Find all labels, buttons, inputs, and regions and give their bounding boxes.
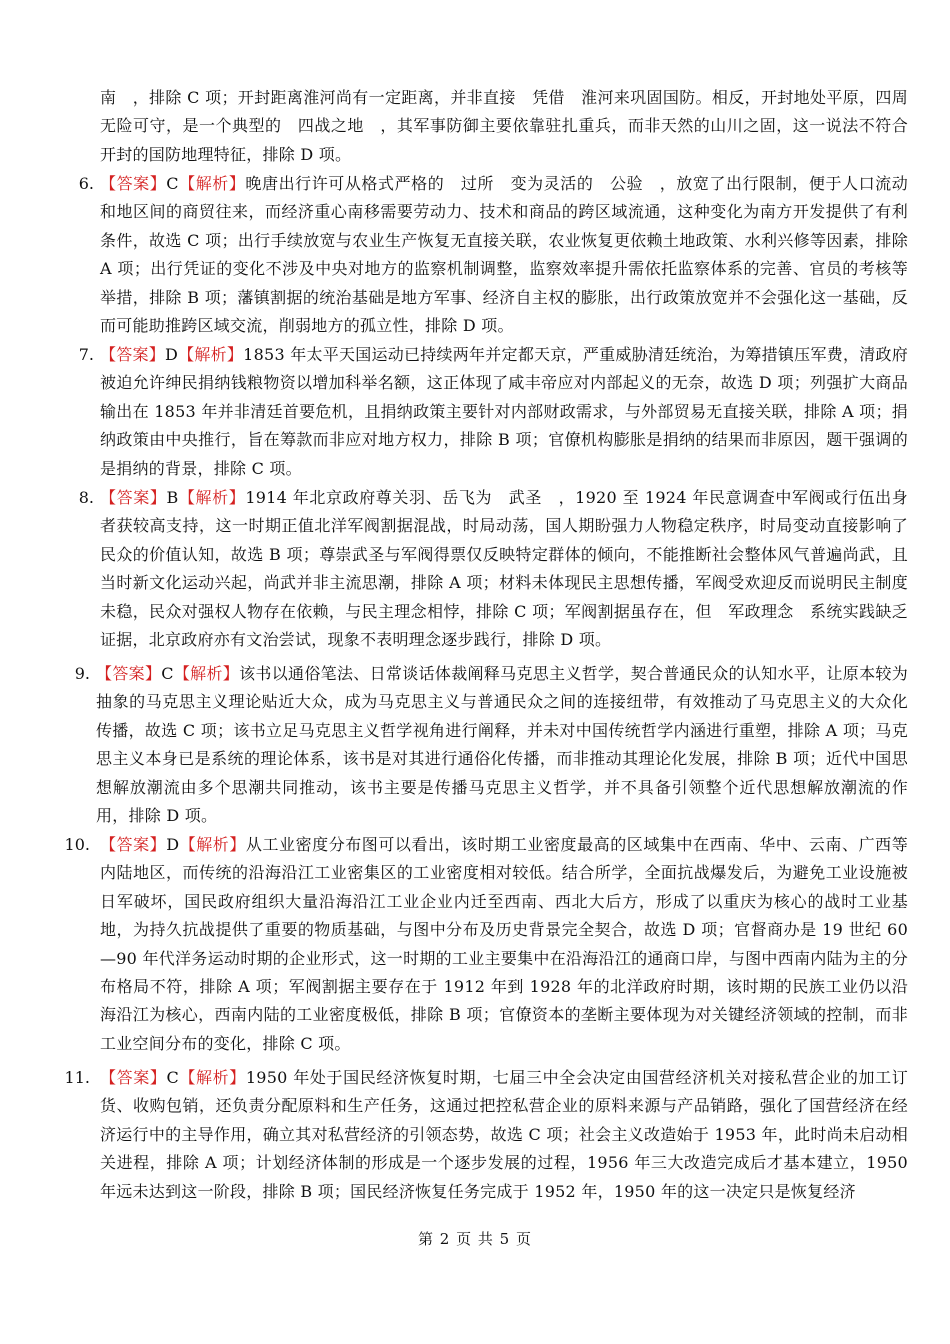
item-number: 6. bbox=[78, 174, 94, 193]
item-number: 8. bbox=[78, 488, 94, 507]
answer-letter: C bbox=[166, 1068, 179, 1087]
analysis-tag: 【解析】 bbox=[173, 664, 240, 683]
answer-letter: B bbox=[166, 488, 179, 507]
answer-letter: C bbox=[166, 174, 179, 193]
item-text: 1853 年太平天国运动已持续两年并定都天京，严重威胁清廷统治，为筹措镇压军费，清政府被迫允许绅民捐纳钱粮物资以增加科举名额，这正体现了咸丰帝应对内部起义的无奈，故选 D 项；列强扩大商品输出在 1853 年并非清廷首要危机，且捐纳政策主要针对内部财政需求，与外部贸易无直接关联，排除 A 项；捐纳政策由中央推行，旨在筹款而非应对地方权力，排除 B 项；官僚机构膨胀是捐纳的结果而非原因，题干强调的是捐纳的背景，排除 C 项。 bbox=[100, 345, 908, 478]
answer-tag: 【答案】 bbox=[96, 664, 162, 683]
answer-item-9 bbox=[96, 660, 908, 830]
answer-item-6 bbox=[100, 170, 908, 340]
item-number: 11. bbox=[64, 1068, 90, 1087]
analysis-tag: 【解析】 bbox=[178, 488, 246, 507]
analysis-tag: 【解析】 bbox=[178, 174, 246, 193]
analysis-tag: 【解析】 bbox=[179, 1068, 246, 1087]
answer-tag: 【答案】 bbox=[100, 174, 167, 193]
item-text: 该书以通俗笔法、日常谈话体裁阐释马克思主义哲学，契合普通民众的认知水平，让原本较为抽象的马克思主义理论贴近大众，成为马克思主义与普通民众之间的连接纽带，有效推动了马克思主义的大众化传播，故选 C 项；该书立足马克思主义哲学视角进行阐释，并未对中国传统哲学内涵进行重塑，排除 A 项；马克思主义本身已是系统的理论体系，该书是对其进行通俗化传播，而非推动其理论化发展，排除 B 项；近代中国思想解放潮流由多个思潮共同推动，该书主要是传播马克思主义哲学，并不具备引领整个近代思想解放潮流的作用，排除 D 项。 bbox=[96, 664, 908, 826]
answer-tag: 【答案】 bbox=[100, 1068, 167, 1087]
answer-item-11 bbox=[100, 1064, 908, 1206]
item-text: 晚唐出行许可从格式严格的 过所 变为灵活的 公验 ，放宽了出行限制，便于人口流动和地区间的商贸往来，而经济重心南移需要劳动力、技术和商品的跨区域流通，这种变化为南方开发提供了有利条件，故选 C 项；出行手续放宽与农业生产恢复无直接关联，农业恢复更依赖土地政策、水利兴修等因素，排除 A 项；出行凭证的变化不涉及中央对地方的监察机制调整，监察效率提升需依托监察体系的完善、官员的考核等举措，排除 B 项；藩镇割据的统治基础是地方军事、经济自主权的膨胀，出行政策放宽并不会强化这一基础，反而可能助推跨区域交流，削弱地方的孤立性，排除 D 项。 bbox=[100, 174, 908, 336]
item-number: 10. bbox=[64, 835, 90, 854]
item-text: 1914 年北京政府尊关羽、岳飞为 武圣 ，1920 至 1924 年民意调查中军阀或行伍出身者获较高支持，这一时期正值北洋军阀割据混战，时局动荡，国人期盼强力人物稳定秩序，时局变动直接影响了民众的价值认知，故选 B 项；尊崇武圣与军阀得票仅反映特定群体的倾向，不能推断社会整体风气普遍尚武，且当时新文化运动兴起，尚武并非主流思潮，排除 A 项；材料未体现民主思想传播，军阀受欢迎反而说明民主制度未稳，民众对强权人物存在依赖，与民主理念相悖，排除 C 项；军阀割据虽存在，但 军政理念 系统实践缺乏证据，北京政府亦有文治尝试，现象不表明理念逐步践行，排除 D 项。 bbox=[100, 488, 908, 650]
answer-item-8 bbox=[100, 484, 908, 654]
item-number: 9. bbox=[74, 664, 90, 683]
analysis-tag: 【解析】 bbox=[178, 345, 244, 364]
answer-item-7 bbox=[100, 341, 908, 483]
answer-tag: 【答案】 bbox=[100, 488, 167, 507]
page-number-footer: 第 2 页 共 5 页 bbox=[418, 1230, 532, 1248]
item-text: 从工业密度分布图可以看出，该时期工业密度最高的区域集中在西南、华中、云南、广西等内陆地区，而传统的沿海沿江工业密集区的工业密度相对较低。结合所学，全面抗战爆发后，为避免工业设施被日军破坏，国民政府组织大量沿海沿江工业企业内迁至西南、西北大后方，形成了以重庆为核心的战时工业基地，为持久抗战提供了重要的物质基础，与图中分布及历史背景完全契合，故选 D 项；官督商办是 19 世纪 60—90 年代洋务运动时期的企业形式，这一时期的工业主要集中在沿海沿江的通商口岸，与图中西南内陆为主的分布格局不符，排除 A 项；军阀割据主要存在于 1912 年到 1928 年的北洋政府时期，该时期的民族工业仍以沿海沿江为核心，西南内陆的工业密度极低，排除 B 项；官僚资本的垄断主要体现为对关键经济领域的控制，而非工业空间分布的变化，排除 C 项。 bbox=[100, 835, 908, 1053]
answer-tag: 【答案】 bbox=[100, 345, 166, 364]
answer-item-5-continued bbox=[100, 84, 908, 169]
item-number: 7. bbox=[78, 345, 94, 364]
answer-letter: D bbox=[165, 345, 179, 364]
answer-tag: 【答案】 bbox=[100, 835, 167, 854]
item-text: 南 ，排除 C 项；开封距离淮河尚有一定距离，并非直接 凭借 淮河来巩固国防。相反，开封地处平原，四周无险可守，是一个典型的 四战之地 ，其军事防御主要依靠驻扎重兵，而非天然的山川之固，这一说法不符合开封的国防地理特征，排除 D 项。 bbox=[100, 88, 908, 164]
analysis-tag: 【解析】 bbox=[179, 835, 246, 854]
answer-item-10 bbox=[100, 831, 908, 1058]
answer-letter: C bbox=[161, 664, 174, 683]
item-text: 1950 年处于国民经济恢复时期，七届三中全会决定由国营经济机关对接私营企业的加工订货、收购包销，还负责分配原料和生产任务，这通过把控私营企业的原料来源与产品销路，强化了国营经济在经济运行中的主导作用，确立其对私营经济的引领态势，故选 C 项；社会主义改造始于 1953 年，此时尚未启动相关进程，排除 A 项；计划经济体制的形成是一个逐步发展的过程，1956 年三大改造完成后才基本建立，1950 年远未达到这一阶段，排除 B 项；国民经济恢复任务完成于 1952 年，1950 年的这一决定只是恢复经济 bbox=[100, 1068, 908, 1201]
answer-letter: D bbox=[166, 835, 180, 854]
